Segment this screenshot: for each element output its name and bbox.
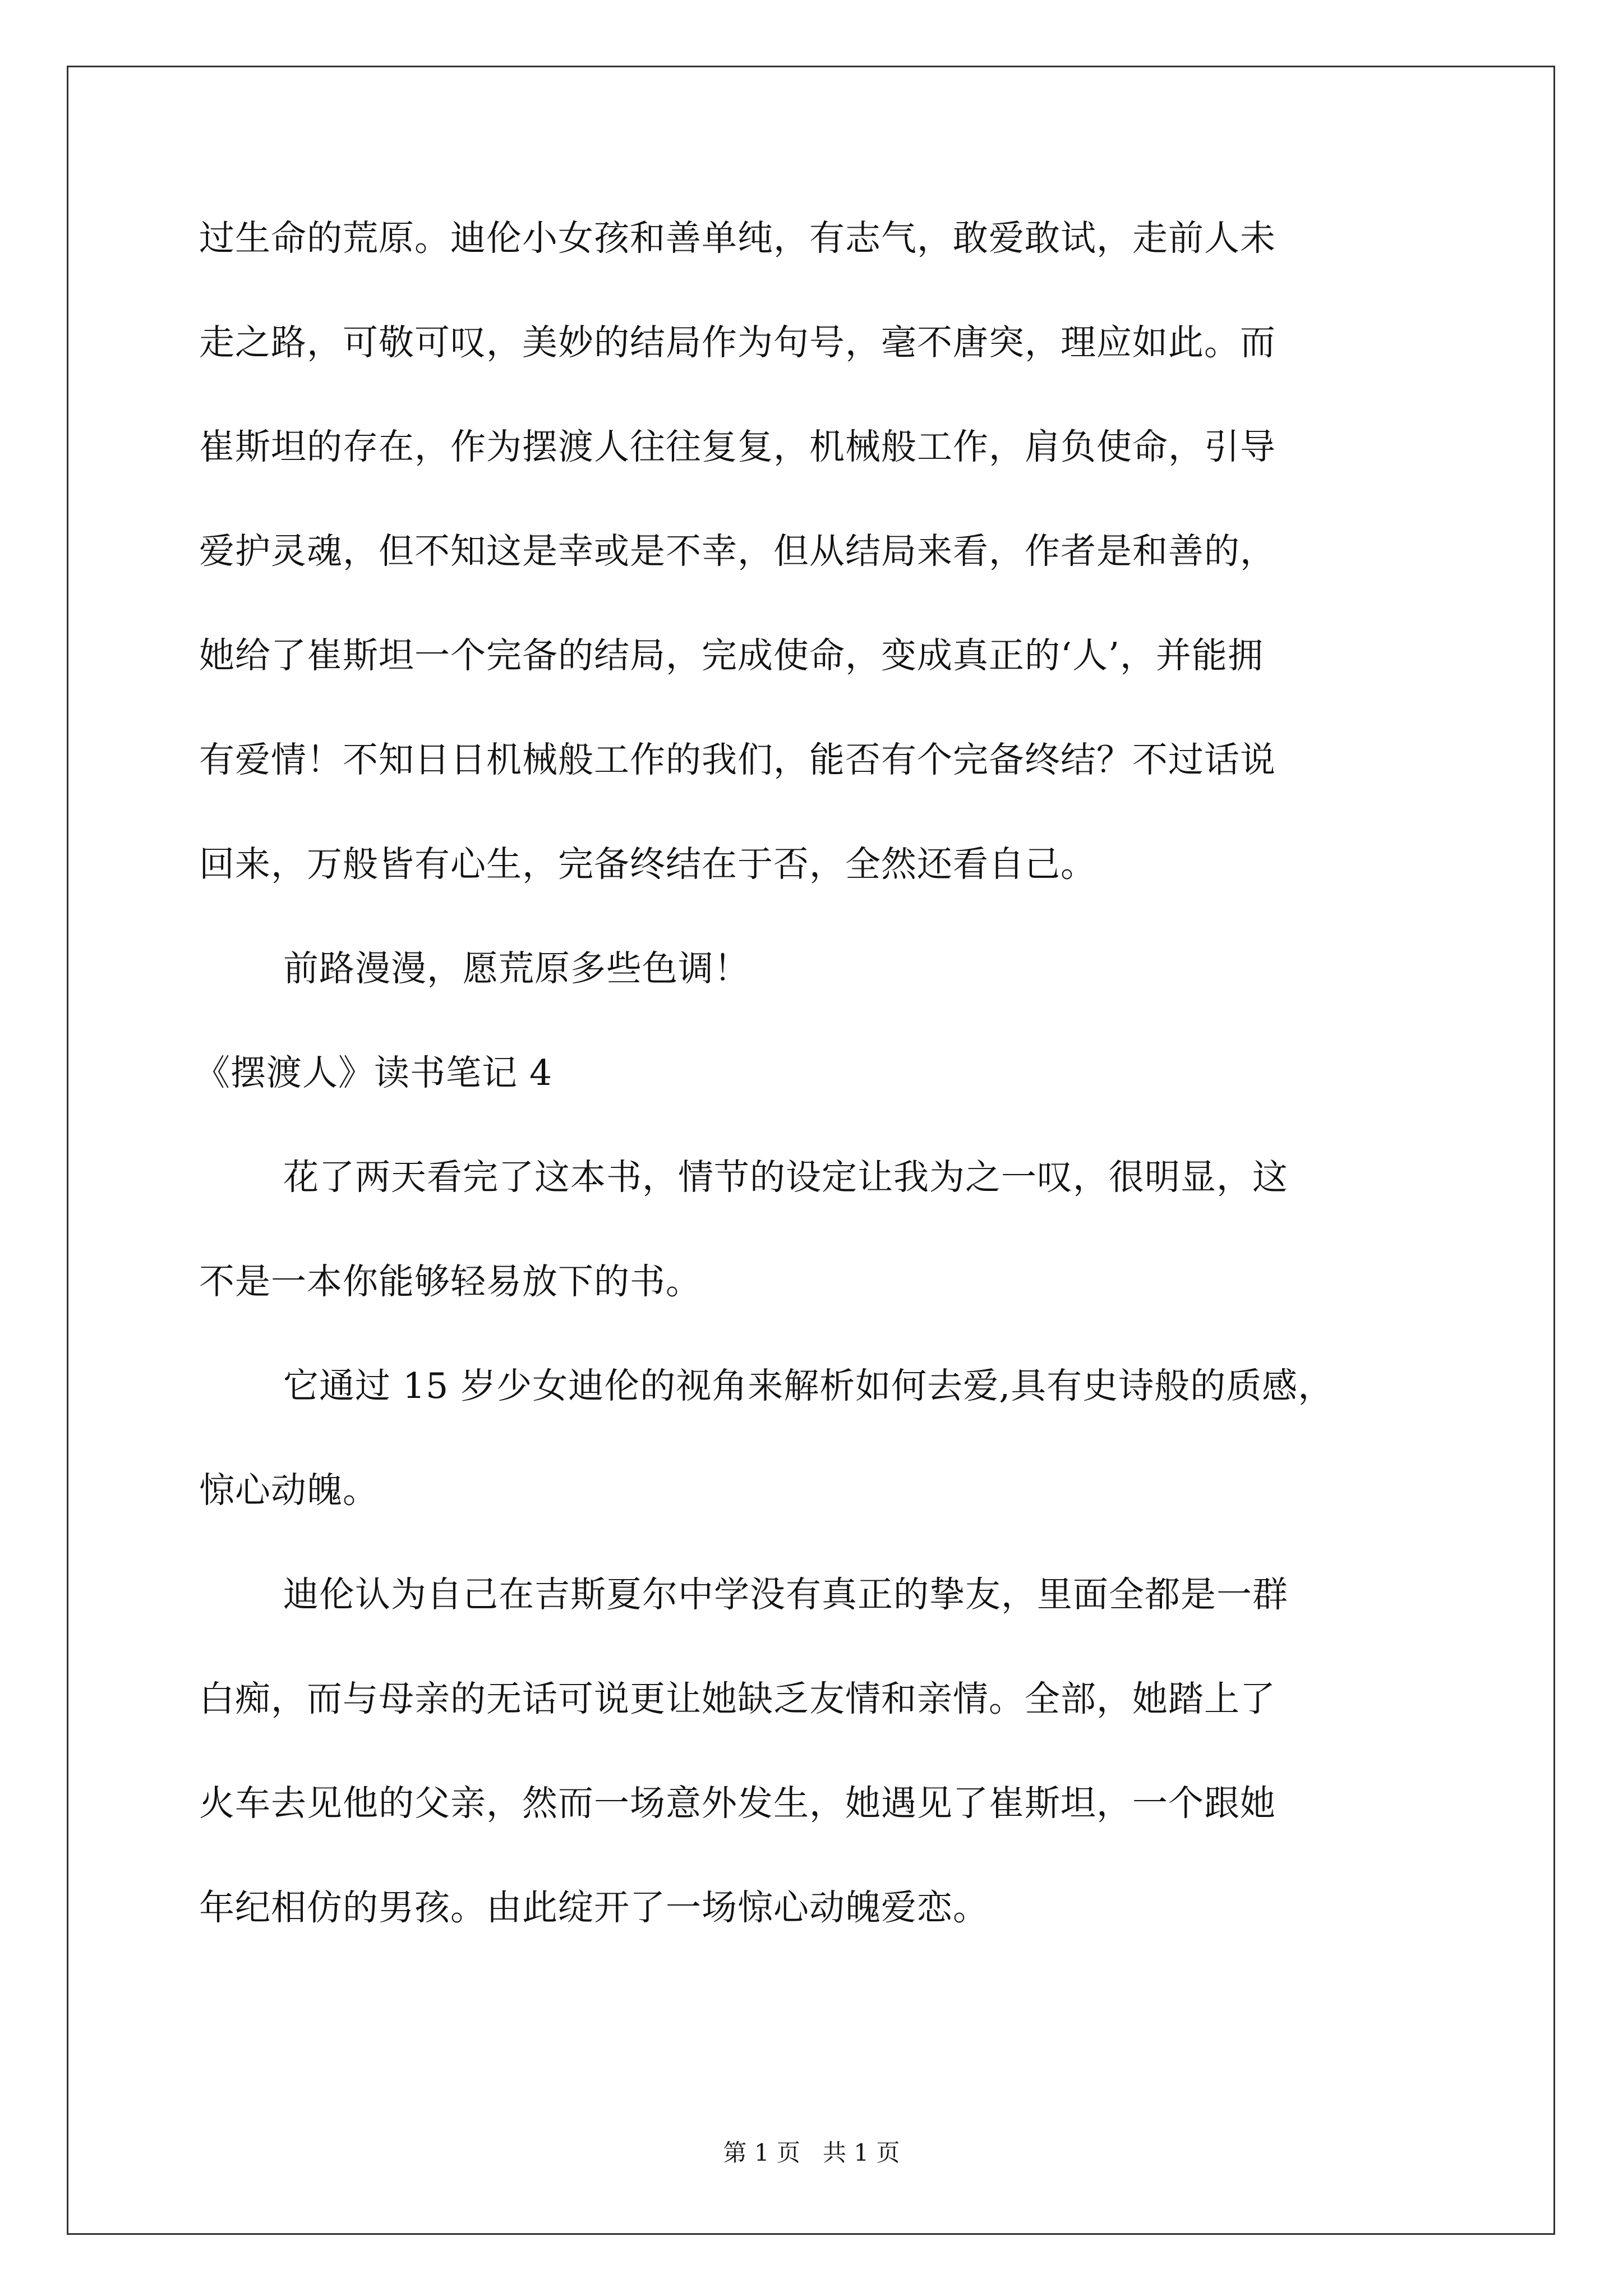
body-text-line: 有爱情！不知日日机械般工作的我们，能否有个完备终结？不过话说 — [199, 739, 1276, 780]
section-heading: 《摆渡人》读书笔记 4 — [195, 1052, 553, 1093]
body-text-line: 前路漫漫，愿荒原多些色调！ — [283, 948, 750, 989]
body-text-line: 年纪相仿的男孩。由此绽开了一场惊心动魄爱恋。 — [199, 1887, 989, 1928]
body-text-line: 惊心动魄。 — [199, 1470, 379, 1511]
body-text-line: 不是一本你能够轻易放下的书。 — [199, 1261, 702, 1302]
body-text-line: 它通过 15 岁少女迪伦的视角来解析如何去爱,具有史诗般的质感， — [283, 1365, 1334, 1406]
body-text-line: 花了两天看完了这本书，情节的设定让我为之一叹，很明显，这 — [283, 1157, 1288, 1198]
body-text-line: 走之路，可敬可叹，美妙的结局作为句号，毫不唐突，理应如此。而 — [199, 322, 1276, 363]
body-text-line: 回来，万般皆有心生，完备终结在于否，全然还看自己。 — [199, 844, 1096, 885]
body-text-line: 白痴，而与母亲的无话可说更让她缺乏友情和亲情。全部，她踏上了 — [199, 1678, 1276, 1719]
body-text-line: 爱护灵魂，但不知这是幸或是不幸，但从结局来看，作者是和善的， — [199, 531, 1276, 572]
body-text-line: 她给了崔斯坦一个完备的结局，完成使命，变成真正的‘人’，并能拥 — [199, 635, 1264, 676]
body-text-line: 迪伦认为自己在吉斯夏尔中学没有真正的挚友，里面全都是一群 — [283, 1574, 1288, 1615]
body-text-line: 火车去见他的父亲，然而一场意外发生，她遇见了崔斯坦，一个跟她 — [199, 1783, 1276, 1824]
page-footer: 第 1 页 共 1 页 — [723, 2139, 900, 2166]
body-text-line: 崔斯坦的存在，作为摆渡人往往复复，机械般工作，肩负使命，引导 — [199, 426, 1276, 467]
body-text-line: 过生命的荒原。迪伦小女孩和善单纯，有志气，敢爱敢试，走前人未 — [199, 218, 1276, 259]
